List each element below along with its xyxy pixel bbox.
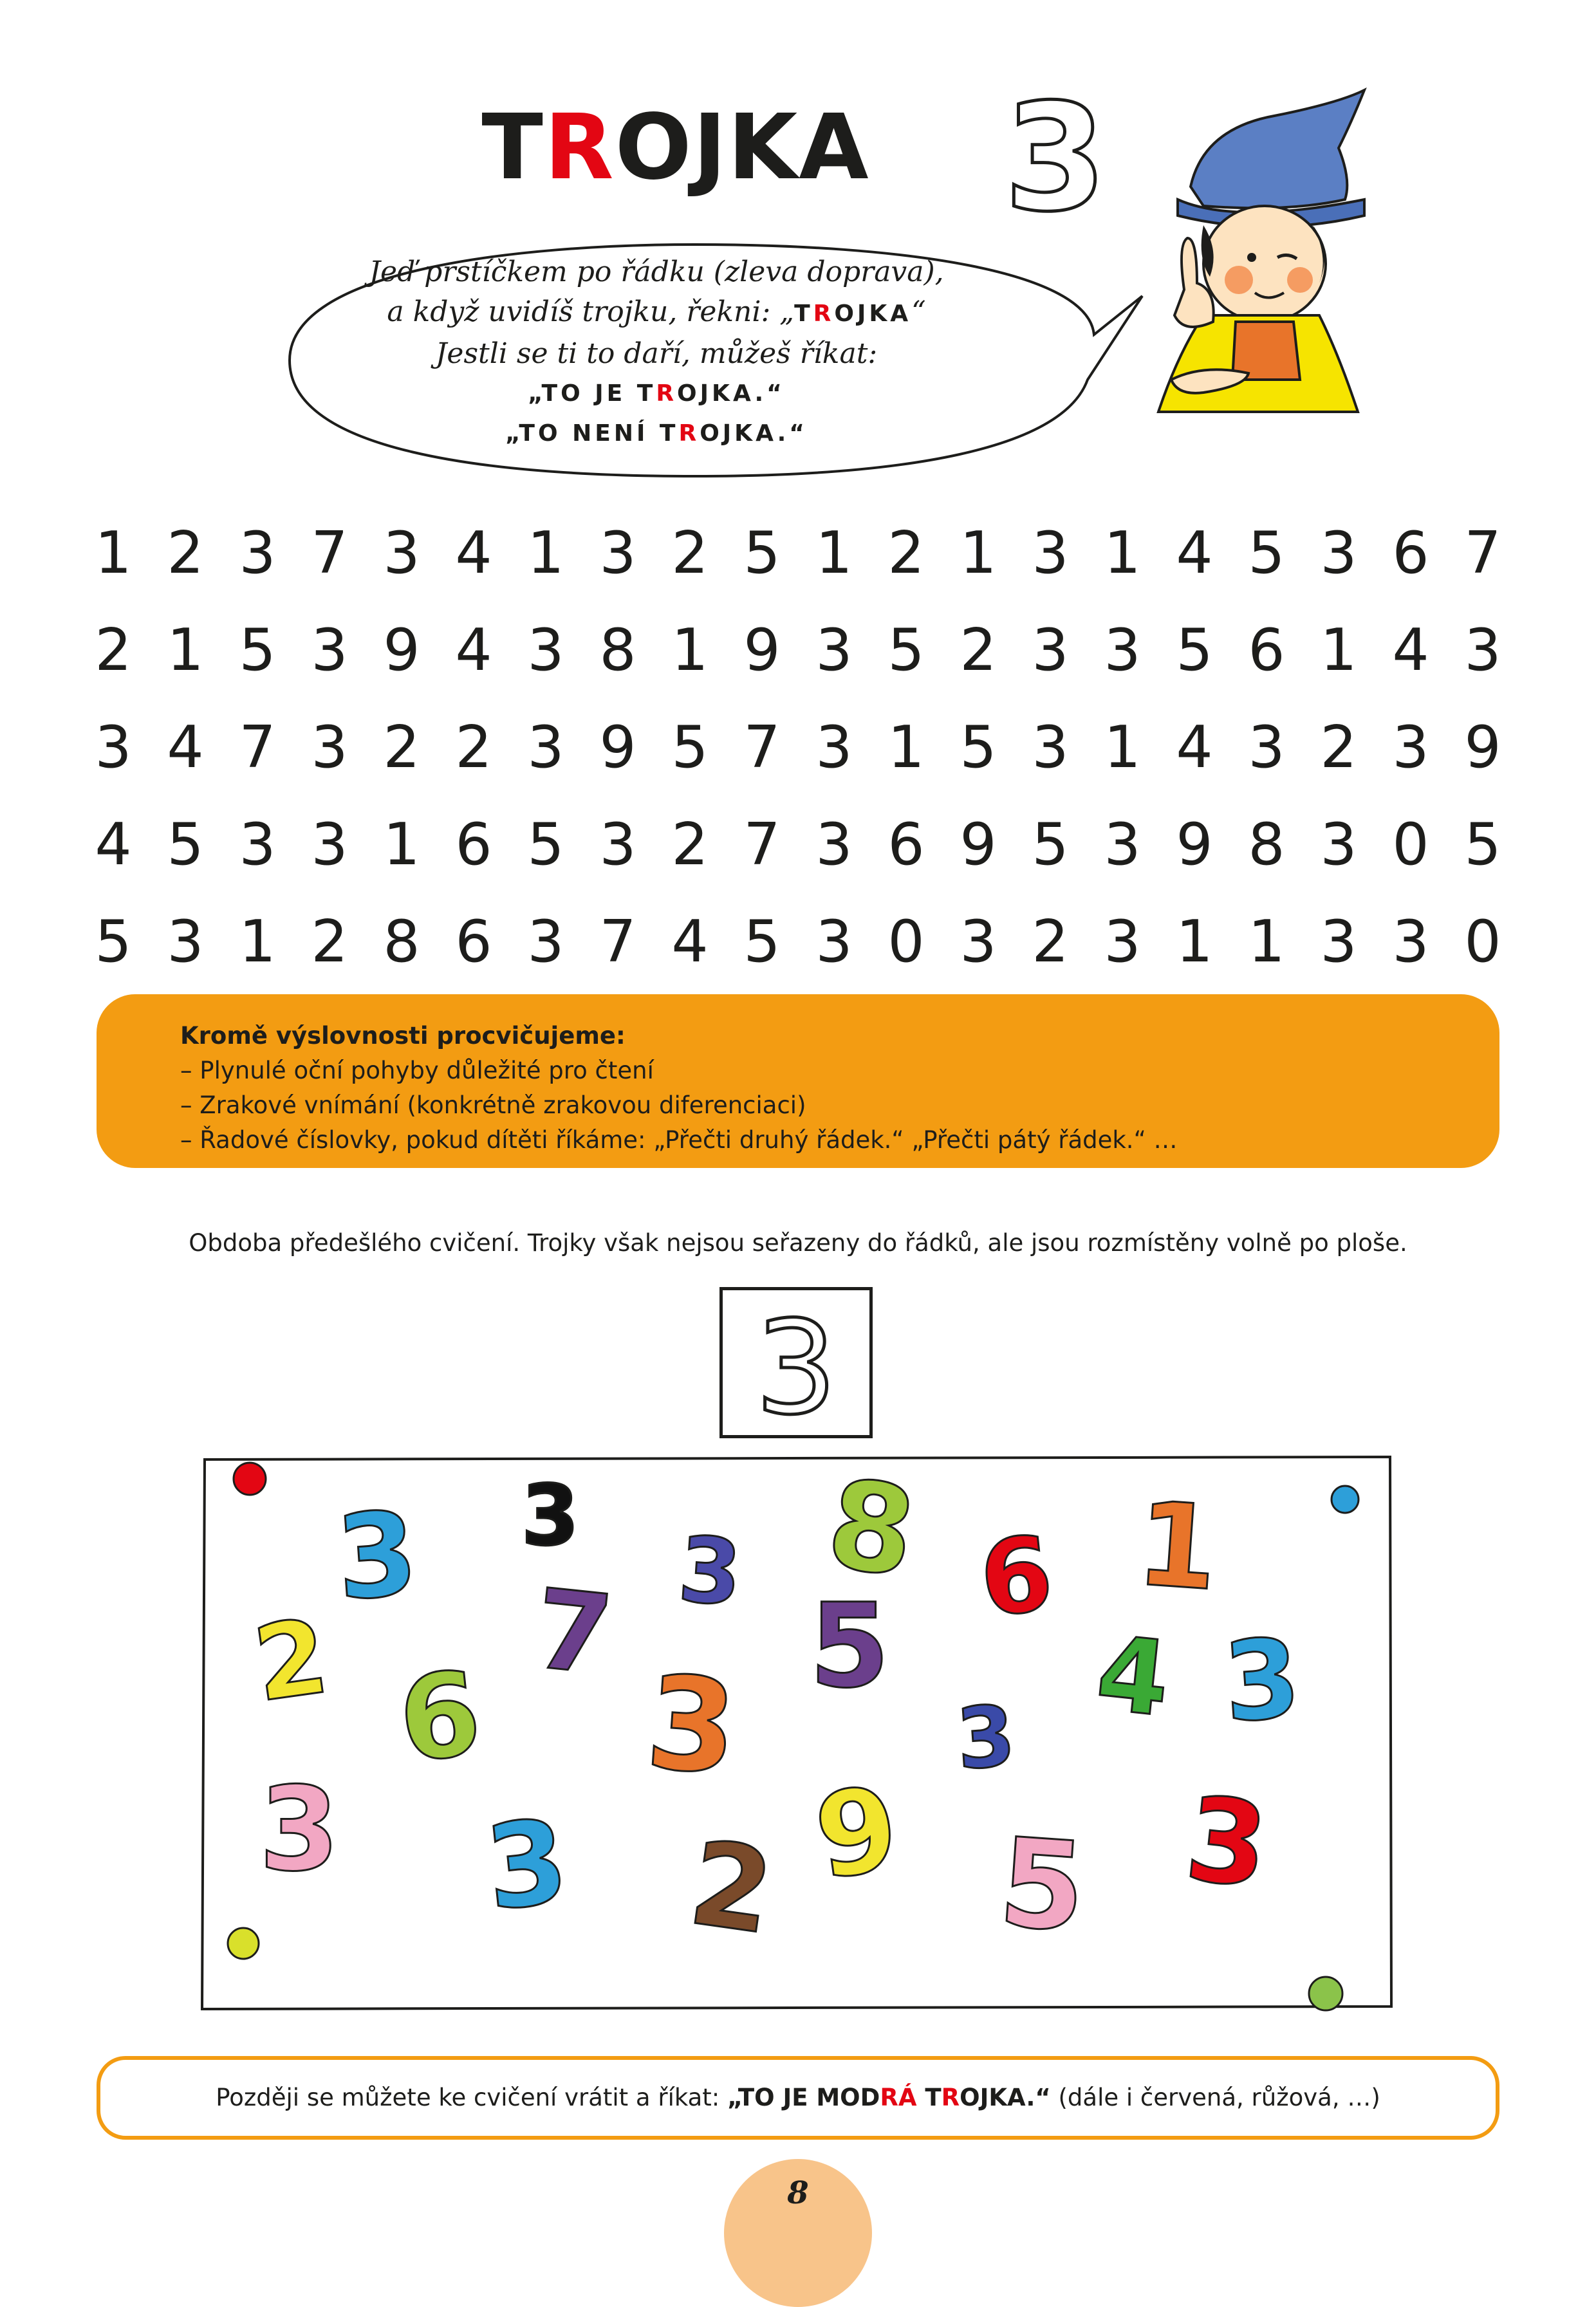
digit-cell: 1	[1176, 908, 1213, 976]
board-digit: 2	[247, 1595, 335, 1725]
digit-cell: 3	[239, 811, 276, 878]
digit-cell: 3	[1104, 616, 1141, 684]
digit-cell: 5	[1032, 811, 1069, 878]
board-digit: 3	[259, 1763, 340, 1897]
digit-cell: 7	[743, 714, 781, 781]
digit-cell: 3	[1104, 811, 1141, 878]
digit-cell: 9	[960, 811, 997, 878]
digit-row	[77, 515, 1519, 612]
digit-cell: 7	[239, 714, 276, 781]
digit-cell: 6	[887, 811, 925, 878]
word-r: R	[813, 301, 835, 327]
digit-cell: 1	[527, 519, 564, 587]
digit-cell: 0	[1464, 908, 1501, 976]
line5-pre: „TO NENÍ T	[505, 420, 679, 447]
digit-cell: 3	[815, 811, 853, 878]
digit-cell: 3	[1032, 714, 1069, 781]
reference-digit-figure	[723, 1290, 869, 1435]
digit-cell: 3	[1032, 519, 1069, 587]
digit-cell: 2	[671, 811, 709, 878]
digit-cell: 6	[1392, 519, 1429, 587]
digit-cell: 3	[311, 811, 348, 878]
digit-cell: 3	[599, 811, 636, 878]
digit-cell: 5	[1464, 811, 1501, 878]
digit-cell: 3	[1320, 811, 1357, 878]
line4-post: OJKA.“	[677, 380, 785, 407]
bubble-line-1: Jeď prstíčkem po řádku (zleva doprava),	[369, 255, 944, 288]
digit-cell: 2	[383, 714, 420, 781]
digit-cell: 2	[1032, 908, 1069, 976]
digit-cell: 3	[1032, 616, 1069, 684]
digit-cell: 4	[1176, 714, 1213, 781]
digit-cell: 9	[599, 714, 636, 781]
digit-cell: 3	[311, 714, 348, 781]
digit-cell: 7	[743, 811, 781, 878]
digit-cell: 4	[455, 519, 492, 587]
info-heading: Kromě výslovnosti procvičujeme:	[180, 1022, 626, 1050]
corner-three-figure	[985, 90, 1126, 232]
digit-cell: 5	[239, 616, 276, 684]
digit-row	[77, 806, 1519, 903]
board-digit: 3	[479, 1794, 574, 1937]
digit-cell: 2	[455, 714, 492, 781]
digit-cell: 7	[311, 519, 348, 587]
reference-digit: 3	[755, 1293, 837, 1435]
digit-cell: 5	[887, 616, 925, 684]
digit-cell: 3	[815, 908, 853, 976]
speech-bubble-text	[296, 252, 1017, 454]
digit-cell: 3	[1320, 519, 1357, 587]
bottom-note-end: (dále i červená, růžová, …)	[1050, 2084, 1380, 2111]
bottom-bold-2: T	[916, 2084, 942, 2111]
digit-row	[77, 709, 1519, 806]
digit-cell: 5	[960, 714, 997, 781]
title-rest: OJKA	[615, 95, 870, 200]
info-item: – Zrakové vnímání (konkrétně zrakovou diferenciaci)	[180, 1091, 806, 1119]
line4-pre: „TO JE T	[528, 380, 656, 407]
bottom-red-2: R	[941, 2084, 960, 2111]
board-digit: 7	[528, 1565, 618, 1700]
board-digit: 5	[994, 1811, 1090, 1960]
info-item: – Plynulé oční pohyby důležité pro čtení	[180, 1057, 654, 1084]
digit-cell: 3	[960, 908, 997, 976]
digit-cell: 3	[1248, 714, 1285, 781]
line4-r: R	[656, 380, 678, 407]
title-letter-r: R	[544, 95, 615, 200]
digit-cell: 9	[1176, 811, 1213, 878]
digit-cell: 4	[167, 714, 204, 781]
line5-post: OJKA.“	[700, 420, 808, 447]
digit-cell: 3	[1392, 908, 1429, 976]
digit-cell: 3	[815, 714, 853, 781]
digit-cell: 2	[960, 616, 997, 684]
board-digit: 9	[807, 1761, 906, 1906]
info-item: – Řadové číslovky, pokud dítěti říkáme: „Přečti druhý řádek.“ „Přečti pátý řádek.“ …	[180, 1126, 1178, 1154]
digit-cell: 5	[1176, 616, 1213, 684]
digit-cell: 1	[671, 616, 709, 684]
digit-cell: 3	[527, 616, 564, 684]
bubble-line-4	[296, 374, 1017, 414]
digit-cell: 3	[95, 714, 132, 781]
board-digit: 8	[819, 1452, 923, 1605]
digit-cell: 9	[1464, 714, 1501, 781]
digit-cell: 4	[671, 908, 709, 976]
bubble-line-2	[296, 292, 1017, 334]
board-digit: 1	[1132, 1477, 1223, 1617]
digit-cell: 9	[743, 616, 781, 684]
board-digit: 6	[393, 1646, 487, 1789]
digit-cell: 2	[671, 519, 709, 587]
digit-cell: 5	[527, 811, 564, 878]
digit-cell: 5	[95, 908, 132, 976]
board-digit: 3	[521, 1467, 580, 1564]
digit-cell: 3	[167, 908, 204, 976]
title-letter-t: T	[481, 95, 544, 200]
board-digit: 3	[1220, 1615, 1304, 1748]
digit-cell: 4	[95, 811, 132, 878]
page-title	[450, 97, 901, 199]
digit-row	[77, 612, 1519, 709]
digit-cell: 1	[239, 908, 276, 976]
digit-cell: 5	[167, 811, 204, 878]
digit-cell: 2	[887, 519, 925, 587]
digit-cell: 7	[1464, 519, 1501, 587]
digit-cell: 3	[815, 616, 853, 684]
digit-cell: 8	[383, 908, 420, 976]
line5-r: R	[678, 420, 700, 447]
digit-cell: 3	[527, 714, 564, 781]
bottom-bold-1: „TO JE MOD	[727, 2084, 880, 2111]
digit-cell: 5	[671, 714, 709, 781]
bubble-trojka-word	[794, 301, 911, 327]
digit-cell: 3	[239, 519, 276, 587]
digit-cell: 4	[1392, 616, 1429, 684]
digit-cell: 3	[599, 519, 636, 587]
digit-cell: 2	[167, 519, 204, 587]
digit-grid	[77, 515, 1519, 1001]
exercise-description: Obdoba předešlého cvičení. Trojky však nejsou seřazeny do řádků, ale jsou rozmístěny volně po ploše.	[189, 1229, 1407, 1257]
board-digit: 5	[809, 1579, 890, 1714]
digit-cell: 6	[455, 811, 492, 878]
digit-cell: 7	[599, 908, 636, 976]
digit-cell: 0	[1392, 811, 1429, 878]
bottom-note-text: Později se můžete ke cvičení vrátit a říkat:	[216, 2084, 728, 2111]
bubble-line-5	[296, 414, 1017, 454]
bubble-line-2-text: a když uvidíš trojku, řekni: „	[387, 295, 795, 328]
board-digit: 3	[675, 1517, 745, 1627]
digit-cell: 1	[1320, 616, 1357, 684]
digit-cell: 3	[311, 616, 348, 684]
board-digit: 3	[642, 1647, 742, 1804]
corner-three-digit: 3	[1003, 90, 1108, 232]
digit-cell: 2	[311, 908, 348, 976]
digit-cell: 6	[455, 908, 492, 976]
digit-cell: 1	[1104, 519, 1141, 587]
digit-cell: 1	[1104, 714, 1141, 781]
digit-row	[77, 903, 1519, 1001]
board-digit: 3	[1180, 1772, 1274, 1914]
page-number: 8	[787, 2175, 809, 2211]
digit-cell: 1	[887, 714, 925, 781]
digit-cell: 8	[599, 616, 636, 684]
pin-red	[234, 1463, 266, 1495]
digit-cell: 3	[1320, 908, 1357, 976]
pin-blue	[1332, 1486, 1359, 1513]
bottom-red-1: RÁ	[880, 2084, 917, 2111]
digit-cell: 3	[383, 519, 420, 587]
word-rest: OJKA	[834, 301, 912, 327]
digit-cell: 3	[1464, 616, 1501, 684]
digit-cell: 3	[1104, 908, 1141, 976]
digit-cell: 4	[455, 616, 492, 684]
digit-cell: 4	[1176, 519, 1213, 587]
digit-cell: 9	[383, 616, 420, 684]
digit-cell: 6	[1248, 616, 1285, 684]
digit-cell: 2	[1320, 714, 1357, 781]
digit-cell: 0	[887, 908, 925, 976]
pin-green	[1309, 1977, 1342, 2010]
digit-cell: 5	[743, 519, 781, 587]
digit-cell: 1	[1248, 908, 1285, 976]
board-digit: 3	[953, 1687, 1019, 1789]
gnome-illustration	[1107, 77, 1403, 425]
digit-cell: 1	[95, 519, 132, 587]
bubble-line-3: Jestli se ti to daří, můžeš říkat:	[435, 337, 878, 370]
board-digit: 3	[331, 1487, 422, 1627]
bubble-line-2-end: “	[911, 295, 926, 328]
digit-cell: 1	[167, 616, 204, 684]
digit-cell: 1	[960, 519, 997, 587]
bottom-note	[97, 2056, 1499, 2140]
digit-cell: 3	[527, 908, 564, 976]
board-digit: 6	[974, 1512, 1059, 1640]
digit-cell: 1	[815, 519, 853, 587]
scattered-digits-board	[193, 1448, 1416, 2027]
board-digit: 4	[1091, 1612, 1175, 1740]
board-digit: 2	[682, 1815, 781, 1961]
digit-cell: 8	[1248, 811, 1285, 878]
digit-cell: 5	[743, 908, 781, 976]
digit-cell: 3	[1392, 714, 1429, 781]
reference-digit-box	[719, 1287, 873, 1438]
digit-cell: 2	[95, 616, 132, 684]
info-box	[97, 994, 1499, 1168]
word-t: T	[794, 301, 813, 327]
digit-cell: 1	[383, 811, 420, 878]
digit-cell: 5	[1248, 519, 1285, 587]
bottom-bold-3: OJKA.“	[960, 2084, 1051, 2111]
pin-yellow	[228, 1928, 259, 1959]
